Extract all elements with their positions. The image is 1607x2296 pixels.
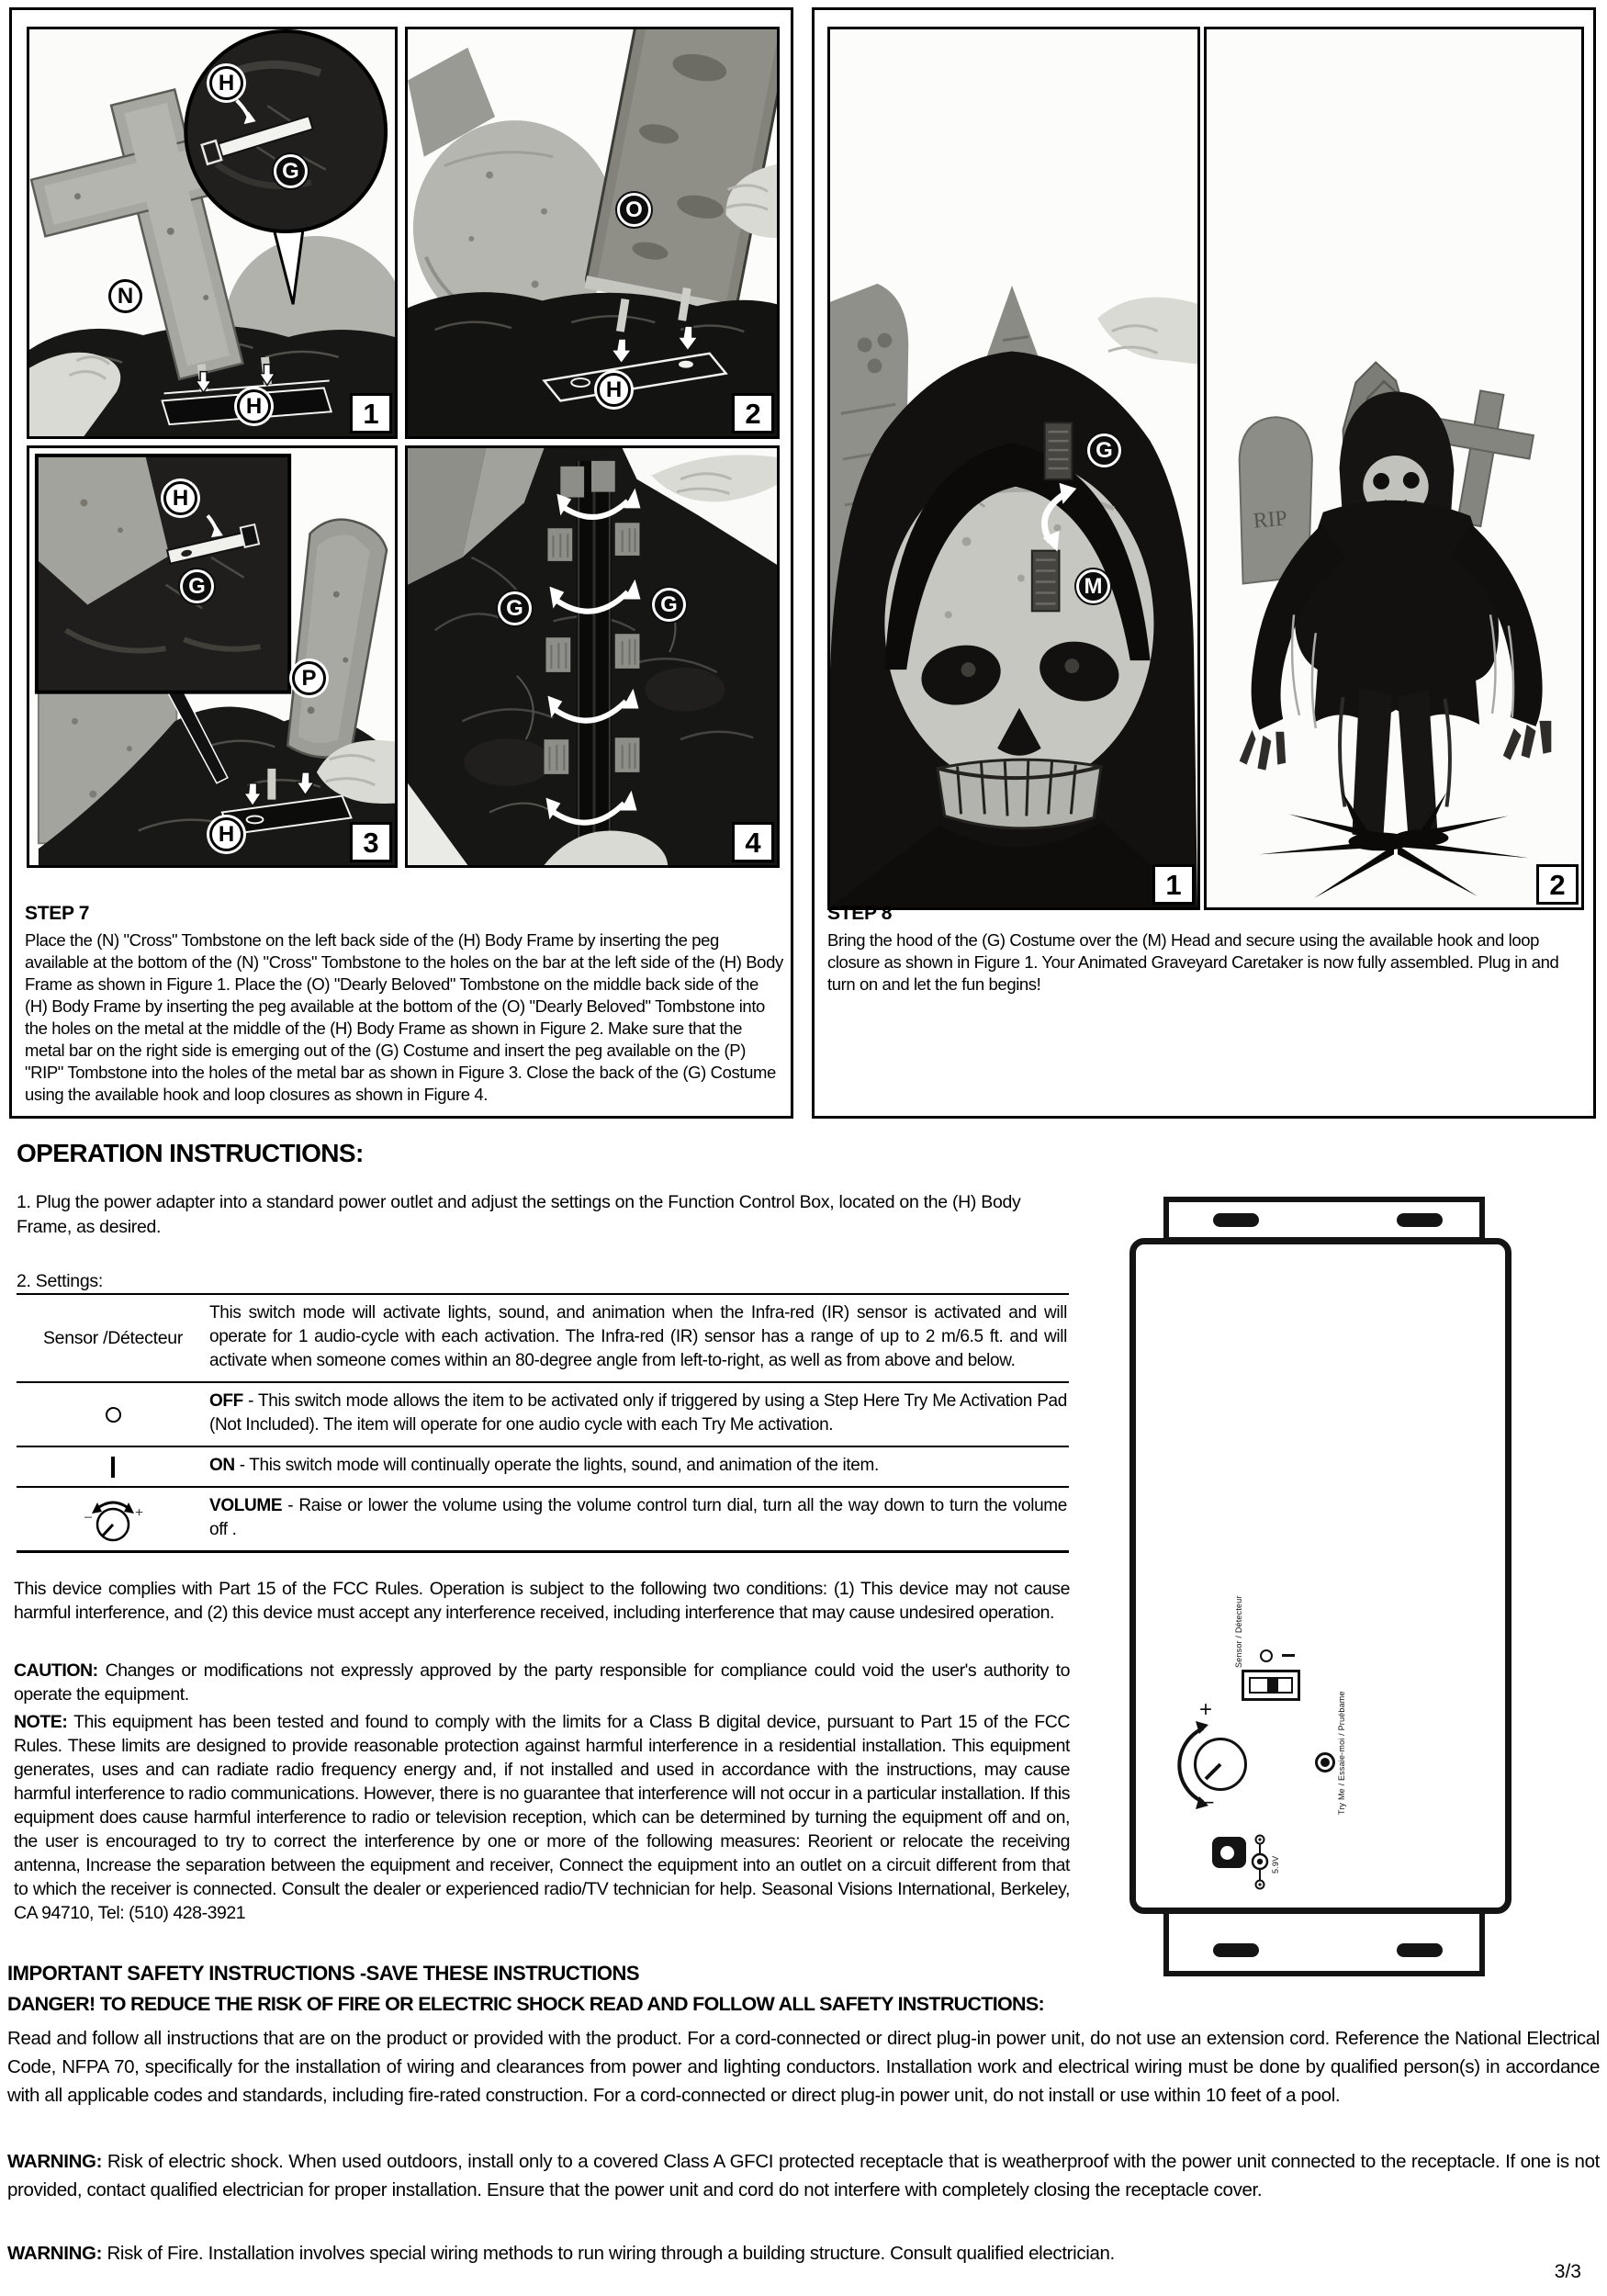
label-badge-bar: H <box>209 817 243 851</box>
volume-knob <box>1194 1738 1247 1791</box>
step8-figure-2-photo <box>1204 27 1584 910</box>
figure2-illustration <box>408 29 777 436</box>
mode-switch-track <box>1249 1677 1293 1694</box>
label-badge-body-frame: H <box>209 66 243 100</box>
volume-label: VOLUME <box>209 1496 283 1515</box>
mounting-slot <box>1213 1213 1259 1227</box>
function-control-box <box>1129 1238 1511 1914</box>
label-badge-head: M <box>1076 569 1110 603</box>
label-badge-bar: H <box>597 373 631 407</box>
figure4-illustration <box>408 448 777 865</box>
warning-fire-text: Risk of Fire. Installation involves special wiring methods to run wiring through a building structure. Consult qualified electrician. <box>102 2243 1115 2264</box>
volume-description: - Raise or lower the volume using the volume control turn dial, turn all the way down to turn the volume off . <box>209 1496 1067 1539</box>
mode-switch <box>1242 1670 1300 1701</box>
off-label: OFF <box>209 1391 243 1411</box>
power-jack-icon <box>1212 1837 1246 1868</box>
mounting-slot <box>1397 1943 1443 1957</box>
figure-number: 4 <box>732 822 774 862</box>
figure-number: 2 <box>732 393 774 433</box>
control-box-bottom-tab <box>1163 1908 1485 1976</box>
important-safety-heading: IMPORTANT SAFETY INSTRUCTIONS -SAVE THESE INSTRUCTIONS <box>7 1962 640 1985</box>
power-polarity-icon <box>1251 1833 1269 1892</box>
svg-text:–: – <box>84 1509 92 1525</box>
figure-number: 1 <box>1152 864 1195 905</box>
on-description: - This switch mode will continually operate the lights, sound, and animation of the item. <box>234 1456 879 1475</box>
label-badge-costume-right: G <box>652 588 686 622</box>
step8-body: Bring the hood of the (G) Costume over the (M) Head and secure using the available hook and loop closure as shown in Figure 1. Your Animated Graveyard Caretaker is now fully assembled. Plug in and turn on and let the fun begins! <box>827 930 1559 994</box>
label-badge-costume-left: G <box>498 591 532 625</box>
volume-plus-label: + <box>1199 1697 1213 1722</box>
danger-heading: DANGER! TO REDUCE THE RISK OF FIRE OR ELECTRIC SHOCK READ AND FOLLOW ALL SAFETY INSTRUCTIONS: <box>7 1993 1044 2015</box>
warning-fire <box>7 2239 1600 2268</box>
caution-label: CAUTION: <box>14 1660 98 1681</box>
hood-closure-illustration <box>830 29 1197 907</box>
note-label: NOTE: <box>14 1712 68 1732</box>
on-position-icon <box>111 1457 115 1478</box>
volume-minus-label: – <box>1201 1789 1214 1814</box>
settings-row-on <box>17 1447 1069 1488</box>
label-badge-body-frame: H <box>163 481 197 515</box>
on-label: ON <box>209 1456 235 1475</box>
off-position-icon <box>106 1407 121 1423</box>
power-jack-hole <box>1220 1846 1234 1860</box>
note-text: This equipment has been tested and found to comply with the limits for a Class B digital device, pursuant to Part 15 of the FCC Rules. These limits are designed to provide reasonable protection against harmful interference in a residential installation. This equipment generates, uses and can radiate radio frequency energy and, if not installed and used in accordance with the instructions, may cause harmful interference to radio communications. However, there is no guarantee that interference will not occur in a particular installation. If this equipment does cause harmful interference to radio or television reception, which can be determined by turning the equipment off and on, the user is encouraged to try to correct the interference by one or more of the following measures: Reorient or relocate the receiving antenna, Increase the separation between the equipment and receiver, Connect the equipment into an outlet on a circuit different from that to which the receiver is connected. Consult the dealer or experienced radio/TV technician for help. Seasonal Visions International, Berkeley, CA 94710, Tel: (510) 428-3921 <box>14 1712 1070 1923</box>
mode-switch-slider <box>1267 1679 1283 1692</box>
step7-text <box>25 903 783 1106</box>
step7-figure-2-photo <box>405 27 780 439</box>
step8-figure-box <box>812 7 1596 1119</box>
step8-text <box>827 903 1586 996</box>
step7-figure-1-photo <box>27 27 398 439</box>
caution-text: Changes or modifications not expressly approved by the party responsible for compliance could void the user's authority to operate the equipment. <box>14 1660 1070 1705</box>
figure-number: 1 <box>350 393 392 433</box>
mounting-slot <box>1213 1943 1259 1957</box>
settings-row-sensor <box>17 1295 1069 1383</box>
settings-row-off <box>17 1383 1069 1447</box>
sensor-switch-label: Sensor / Détecteur <box>1234 1595 1243 1668</box>
sensor-row-text: This switch mode will activate lights, sound, and animation when the Infra-red (IR) sensor is activated and will operate for 1 audio-cycle with each activation. The Infra-red (IR) sensor has a range of up to 2 m/6.5 ft. and will activate when someone comes within an 80-degree angle from left-to-right, as well as from above and below. <box>209 1303 1067 1370</box>
label-badge-costume: G <box>1087 433 1121 467</box>
caution-paragraph <box>14 1659 1070 1706</box>
step8-figure-1-photo <box>827 27 1200 910</box>
step7-figure-4-photo <box>405 445 780 868</box>
off-description: - This switch mode allows the item to be activated only if triggered by using a Step Here Try Me Activation Pad (Not Included). The item will operate for one audio cycle with each Try Me activation. <box>209 1391 1067 1435</box>
safety-instructions-paragraph: Read and follow all instructions that are on the product or provided with the product. For a cord-connected or direct plug-in power unit, do not use an extension cord. Reference the National Electrical Code, NFPA 70, specifically for the installation of wiring and clearances from power and lighting conductors. Installation work and electrical wiring must be done by qualified person(s) in accordance with all applicable codes and standards, including fire-rated construction. For a cord-connected or direct plug-in power unit, do not install or use within 10 feet of a pool. <box>7 2028 1600 2106</box>
assembled-caretaker-illustration <box>1207 29 1581 907</box>
control-box-top-tab <box>1163 1197 1485 1243</box>
settings-row-volume <box>17 1488 1069 1550</box>
figure-number: 2 <box>1536 864 1579 905</box>
svg-text:+: + <box>135 1505 143 1521</box>
volume-row-text <box>209 1488 1069 1550</box>
label-badge-dearly-beloved: O <box>617 193 651 227</box>
label-badge-rip-tombstone: P <box>292 661 326 695</box>
volume-dial-icon <box>83 1493 143 1545</box>
sensor-off-symbol-icon <box>1260 1649 1273 1662</box>
step7-body: Place the (N) "Cross" Tombstone on the left back side of the (H) Body Frame by inserting the peg available at the bottom of the (N) "Cross" Tombstone to the holes on the bar at the left side of the (H) Body Frame as shown in Figure 1. Place the (O) "Dearly Beloved" Tombstone on the middle back side of the (H) Body Frame by inserting the peg available at the bottom of the (O) "Dearly Beloved" Tombstone into the holes on the metal at the middle of the (H) Body Frame as shown in Figure 2. Make sure that the metal bar on the right side is emerging out of the (G) Costume and insert the peg available on the (P) "RIP" Tombstone into the holes of the metal bar as shown in Figure 3. Close the back of the (G) Costume using the available hook and loop closures as shown in Figure 4. <box>25 930 783 1104</box>
operation-instructions-heading: OPERATION INSTRUCTIONS: <box>17 1139 364 1167</box>
try-me-button <box>1315 1752 1335 1773</box>
on-row-text <box>209 1447 1069 1486</box>
try-me-button-dot <box>1320 1758 1330 1767</box>
rip-inscription: RIP <box>1252 506 1288 534</box>
settings-table <box>17 1293 1069 1553</box>
try-me-label: Try Me / Essaie-moi / Pruébame <box>1337 1691 1346 1815</box>
step7-title: STEP 7 <box>25 903 90 924</box>
warning-electric-shock <box>7 2147 1600 2204</box>
operation-item-1: 1. Plug the power adapter into a standard power outlet and adjust the settings on the Function Control Box, located on the (H) Body Frame, as desired. <box>17 1192 1021 1237</box>
note-paragraph <box>14 1710 1070 1925</box>
sensor-row-label: Sensor /Détecteur <box>42 1327 184 1348</box>
label-badge-cross-tombstone: N <box>108 279 142 313</box>
step7-figure-box <box>9 7 793 1119</box>
label-badge-costume: G <box>274 154 308 188</box>
warning-label: WARNING: <box>7 2243 103 2264</box>
fcc-statement: This device complies with Part 15 of the FCC Rules. Operation is subject to the following two conditions: (1) This device may not cause harmful interference, and (2) this device must accept any interference received, including interference that may cause undesired operation. <box>14 1579 1070 1623</box>
operation-item-2: 2. Settings: <box>17 1271 103 1291</box>
warning-label: WARNING: <box>7 2151 103 2172</box>
label-badge-bar: H <box>237 389 271 423</box>
label-badge-costume: G <box>180 569 214 603</box>
figure-number: 3 <box>350 822 392 862</box>
warning-electric-shock-text: Risk of electric shock. When used outdoors, install only to a covered Class A GFCI protected receptacle that is weatherproof with the power unit connected to the receptacle. If one is not provided, contact qualified electrician for proper installation. Ensure that the power unit and cord do not interfere with completely closing the receptacle cover. <box>7 2151 1600 2200</box>
figure3-illustration <box>29 448 395 865</box>
sensor-on-symbol-icon <box>1282 1654 1295 1657</box>
page-number: 3/3 <box>1554 2261 1581 2282</box>
step7-figure-3-photo <box>27 445 398 868</box>
mounting-slot <box>1397 1213 1443 1227</box>
step8-title: STEP 8 <box>827 903 893 924</box>
voltage-label: 5.9V <box>1271 1855 1280 1874</box>
off-row-text <box>209 1383 1069 1446</box>
